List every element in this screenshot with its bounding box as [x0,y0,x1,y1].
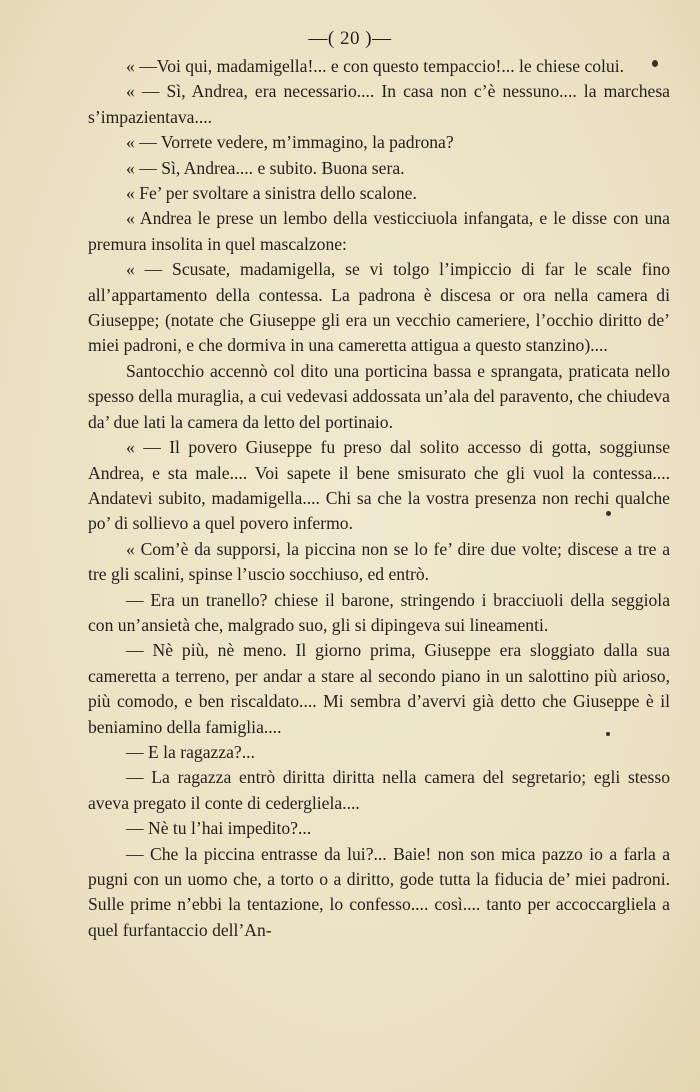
paragraph: « — Scusate, madamigella, se vi tolgo l’impiccio di far le scale fino all’appartamento della contessa. La padrona è discesa or ora nella camera di Giuseppe; (notate che Giuseppe gli era un vecchio cameriere, l’occhio diritto de’ miei padroni, e che dormiva in una cameretta attigua a questo stanzino).... [88,259,670,356]
paragraph: « — Sì, Andrea, era necessario.... In casa non c’è nessuno.... la marchesa s’impazientava.... [88,81,670,127]
paragraph: — Nè più, nè meno. Il giorno prima, Giuseppe era sloggiato dalla sua cameretta a terreno, per andar a stare al secondo piano in un salottino più arioso, più comodo, e ben riscaldato.... Mi sembra d’avervi già detto che Giuseppe è il beniamino della famiglia.... [88,640,670,737]
paragraph: « —Voi qui, madamigella!... e con questo tempaccio!... le chiese colui. [126,56,625,76]
ink-speck [606,511,611,516]
paragraph: « Andrea le prese un lembo della vesticciuola infangata, e le disse con una premura insolita in quel mascalzone: [88,208,670,254]
paragraph: — Era un tranello? chiese il barone, stringendo i bracciuoli della seggiola con un’ansietà che, malgrado suo, gli si dipingeva sui lineamenti. [88,589,670,635]
ink-speck [606,732,610,736]
paragraph: « — Sì, Andrea.... e subito. Buona sera. [126,157,405,178]
body-text [88,54,670,943]
paragraph: — E la ragazza?... [126,741,255,762]
paragraph: — Che la piccina entrasse da lui?... Baie! non son mica pazzo io a farla a pugni con un uomo che, a torto o a diritto, gode tutta la fiducia de’ miei padroni. Sulle prime n’ebbi la tentazione, lo confesso.... così.... tanto per accoccargliela a quel furfantaccio dell’An- [88,843,670,940]
paragraph: Santocchio accennò col dito una porticina bassa e sprangata, praticata nello spesso della muraglia, a cui vedevasi addossata un’ala del paravento, che chiudeva da’ due lati la camera da letto del portinaio. [88,360,670,432]
page-number-header: —( 20 )— [308,28,392,49]
paragraph: — Nè tu l’hai impedito?... [126,818,312,839]
paragraph: « — Vorrete vedere, m’immagino, la padrona? [126,132,454,153]
paragraph: « Com’è da supporsi, la piccina non se lo fe’ dire due volte; discese a tre a tre gli scalini, spinse l’uscio socchiuso, ed entrò. [88,538,670,585]
ink-speck [652,60,658,67]
paragraph: « Fe’ per svoltare a sinistra dello scalone. [126,183,417,204]
paragraph: — La ragazza entrò diritta diritta nella camera del segretario; egli stesso aveva pregato il conte di cedergliela.... [88,767,670,813]
paragraph: « — Il povero Giuseppe fu preso dal solito accesso di gotta, soggiunse Andrea, e sta male.... Voi sapete il bene smisurato che gli vuol la contessa.... Andatevi subito, madamigella.... Chi sa che la vostra presenza non rechi qualche po’ di sollievo a quel povero infermo. [88,437,670,534]
